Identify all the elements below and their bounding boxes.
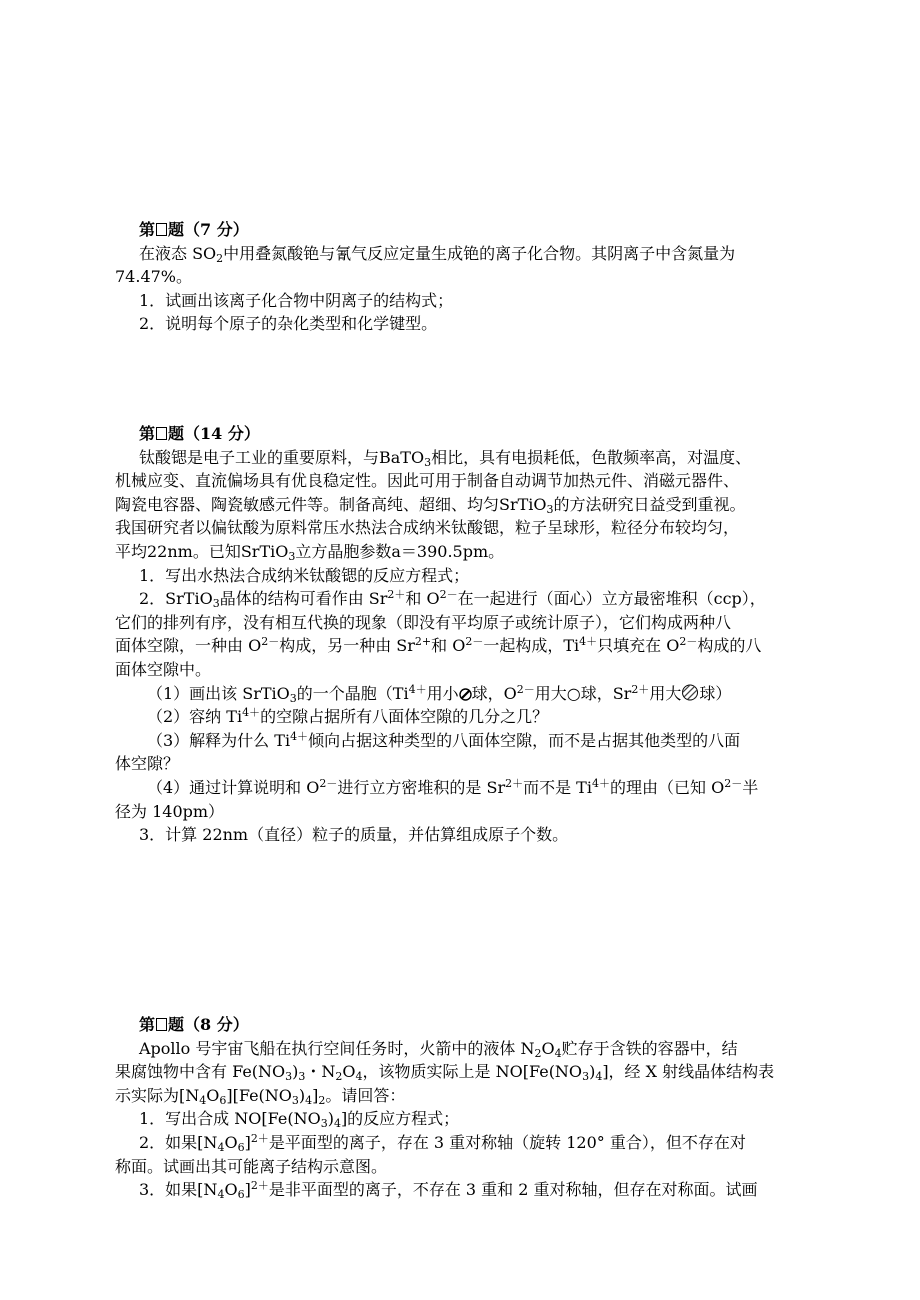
blank-box-icon: [156, 223, 167, 236]
question-2-title: 第 题（14 分）: [139, 424, 260, 443]
question-3-title: 第 题（8 分）: [139, 1015, 249, 1034]
question-2-item-2: （2）容纳 $Ti^{4+}$的空隙占据所有八面体空隙的几分之几？: [147, 706, 549, 727]
question-2-sub-2: 2．SrTiO$_3$晶体的结构可看作由 $Sr^{2+}$和 $O^{2-}$在一起进行（面心）立方最密堆积（ccp），: [139, 588, 766, 611]
question-1-body: 在液态 $SO_2$中用叠氮酸铯与氰气反应定量生成铯的离子化合物。其阴离子中含氮量为: [139, 243, 736, 265]
question-2-item-4: （4）通过计算说明和 $O^{2-}$进行立方密堆积的是 $Sr^{2+}$而不是 $Ti^{4+}$的理由（已知 $O^{2-}$半: [147, 776, 759, 797]
question-1-title: 第 题（7 分）: [139, 220, 249, 239]
blank-box-icon: [156, 1018, 167, 1031]
blank-box-icon: [156, 427, 167, 440]
question-3-sub-2-cont: 称面。试画出其可能离子结构示意图。: [115, 1156, 388, 1176]
question-2-intro-line: 我国研究者以偏钛酸为原料常压水热法合成纳米钛酸锶，粒子呈球形，粒径分布较均匀，: [115, 518, 740, 538]
small-hatched-ball-icon: [459, 688, 472, 701]
question-2-sub-2-cont: 它们的排列有序，没有相互代换的现象（即没有平均原子或统计原子），它们构成两种八: [115, 612, 732, 632]
question-1-sub-1: 1．试画出该离子化合物中阴离子的结构式；: [139, 290, 454, 310]
question-2-sub-2-cont: 面体空隙中。: [115, 659, 212, 679]
question-3: [115, 1013, 823, 1202]
question-3-intro-line: Apollo 号宇宙飞船在执行空间任务时，火箭中的液体 $N_2O_4$贮存于含铁的容器中，结: [139, 1038, 738, 1060]
question-1: [115, 218, 823, 336]
large-hatched-ball-icon: [681, 684, 699, 701]
question-1-sub-2: 2．说明每个原子的杂化类型和化学键型。: [139, 314, 438, 334]
question-2-intro-line: 机械应变、直流偏场具有优良稳定性。因此可用于制备自动调节加热元件、消磁元器件、: [115, 471, 740, 491]
question-2-intro-line: 钛酸锶是电子工业的重要原料，与BaTO$_3$相比，具有电损耗低，色散频率高，对温度、: [139, 447, 752, 469]
question-2-item-3-cont: 体空隙？: [115, 754, 180, 774]
question-2-sub-2-cont: 面体空隙，一种由 $O^{2-}$构成，另一种由 $Sr^{2+}$和 $O^{2-}$一起构成，$Ti^{4+}$只填充在 $O^{2-}$构成的八: [115, 635, 762, 656]
question-2-intro-line: 平均22nm。已知SrTiO$_3$立方晶胞参数a＝390.5pm。: [115, 541, 505, 563]
question-2-item-1: （1）画出该 SrTiO$_3$的一个晶胞（$Ti^{4+}$用小 球，$O^{2-}$用大○球，$Sr^{2+}$用大 球）: [147, 682, 732, 705]
question-3-sub-3: 3．如果$[N_4O_6]^{2+}$是非平面型的离子，不存在 3 重和 2 重对称轴，但存在对称面。试画: [139, 1179, 758, 1202]
question-3-intro-line: 果腐蚀物中含有 $Fe(NO_3)_3$・$N_2O_4$，该物质实际上是 $NO[Fe(NO_3)_4]$，经 X 射线晶体结构表: [115, 1062, 775, 1084]
question-2-sub-1: 1．写出水热法合成纳米钛酸锶的反应方程式；: [139, 565, 470, 585]
question-3-sub-1: 1．写出合成 $NO[Fe(NO_3)_4]$的反应方程式；: [139, 1109, 460, 1131]
question-2-sub-3: 3．计算 22nm（直径）粒子的质量，并估算组成原子个数。: [139, 825, 569, 845]
question-1-body-cont: 74.47%。: [115, 267, 193, 287]
question-3-sub-2: 2．如果$[N_4O_6]^{2+}$是平面型的离子，存在 3 重对称轴（旋转 120° 重合），但不存在对: [139, 1131, 746, 1154]
question-2-item-3: （3）解释为什么 $Ti^{4+}$倾向占据这种类型的八面体空隙，而不是占据其他类型的八面: [147, 729, 741, 750]
question-2-item-4-cont: 径为 140pm）: [115, 801, 225, 821]
question-2-intro-line: 陶瓷电容器、陶瓷敏感元件等。制备高纯、超细、均匀SrTiO$_3$的方法研究日益受到重视。: [115, 494, 746, 516]
question-3-intro-line: 示实际为$[N_4O_6][Fe(NO_3)_4]_2$。请回答：: [115, 1085, 406, 1107]
question-2: [115, 422, 823, 847]
